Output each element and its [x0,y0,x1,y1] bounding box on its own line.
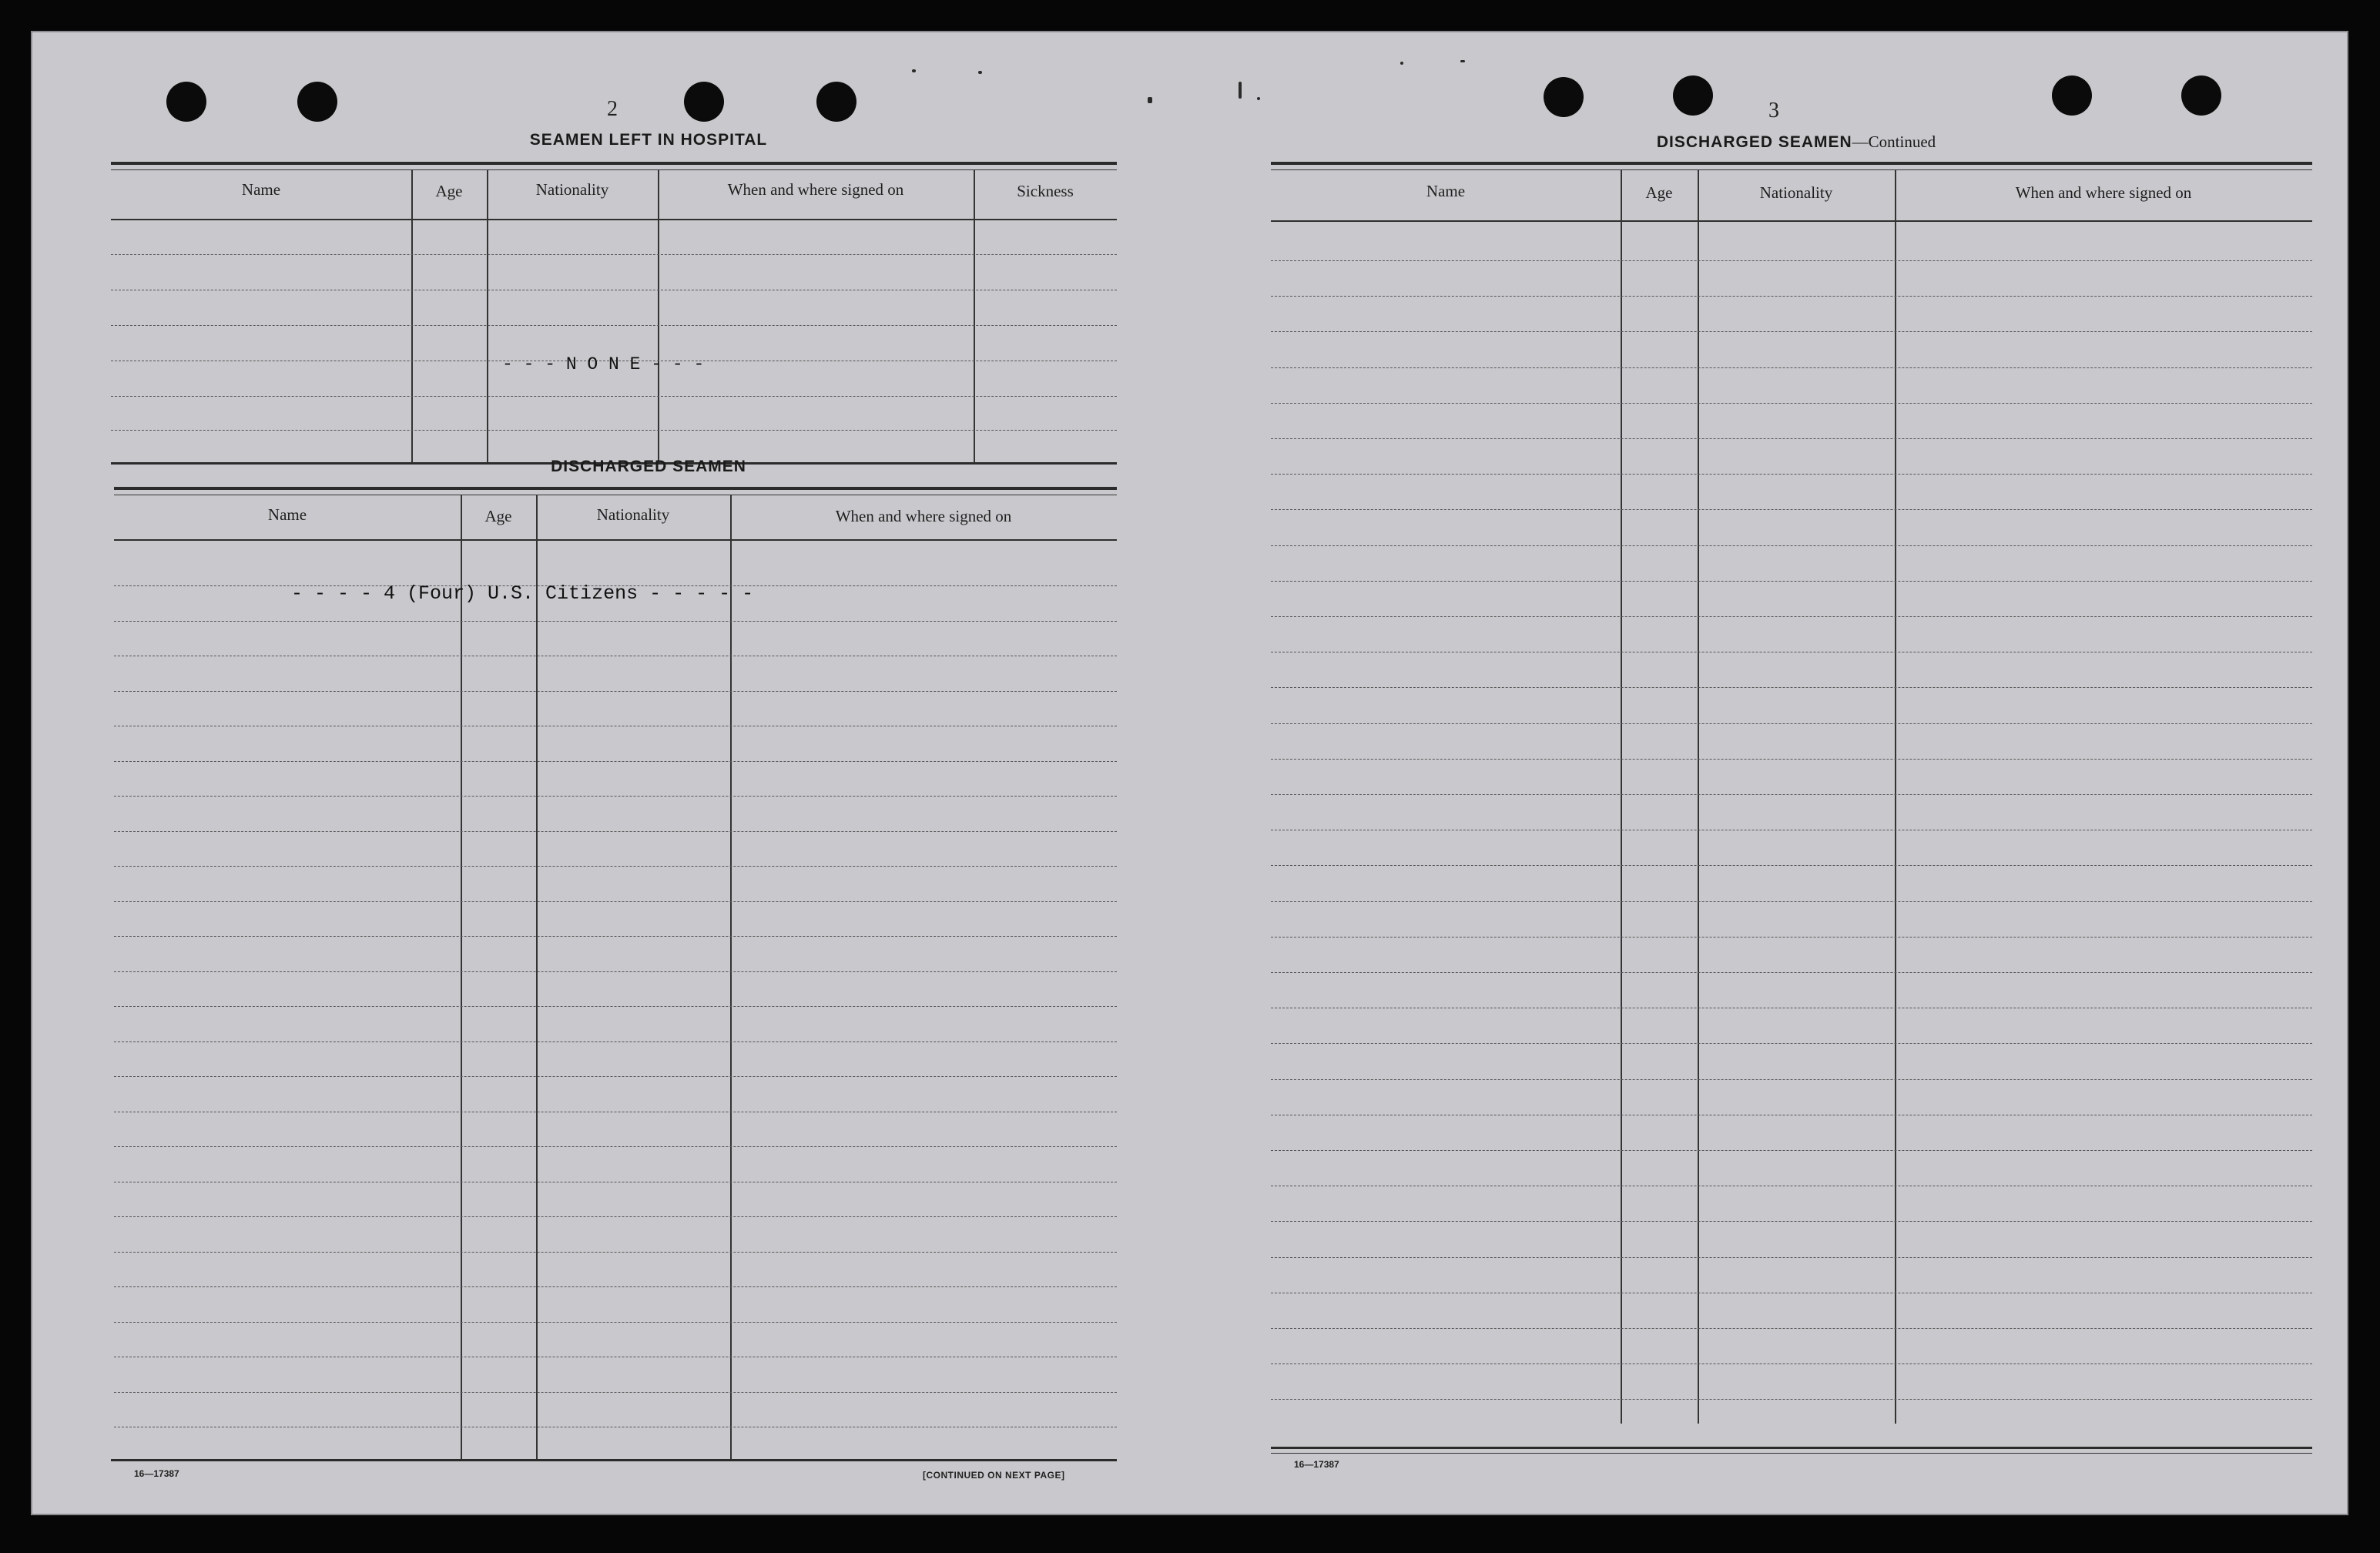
ink-speck [978,71,982,74]
ruled-row-line [1271,581,2312,582]
punch-hole [2181,75,2221,116]
ruled-row-line [114,1392,1117,1393]
ruled-row-line [1271,759,2312,760]
form-number-left: 16—17387 [134,1468,179,1479]
ruled-row-line [114,1252,1117,1253]
column-header-nationality: Nationality [535,180,609,199]
ruled-row-line [1271,1257,2312,1258]
title-suffix: —Continued [1852,132,1936,151]
ruled-row-line [114,1146,1117,1147]
ruled-row-line [1271,545,2312,546]
hospital-section-title: SEAMEN LEFT IN HOSPITAL [529,131,768,149]
ruled-row-line [1271,1399,2312,1400]
ruled-row-line [114,1041,1117,1042]
ruled-row-line [114,971,1117,972]
column-header-age: Age [1645,183,1673,202]
ink-speck [1400,62,1403,65]
ruled-row-line [114,1076,1117,1077]
page-bottom-rule [1271,1447,2312,1449]
ruled-row-line [1271,474,2312,475]
ruled-row-line [1271,260,2312,261]
ruled-row-line [114,1286,1117,1287]
ink-speck [1148,97,1152,103]
ruled-row-line [1271,972,2312,973]
ruled-row-line [1271,331,2312,332]
typed-entry-none: - - - N O N E - - - [502,354,705,374]
ruled-row-line [1271,296,2312,297]
ruled-row-line [1271,438,2312,439]
discharged-continued-title [1565,132,2027,152]
ruled-row-line [1271,687,2312,688]
punch-hole [297,82,337,122]
ruled-row-line [114,691,1117,692]
ruled-row-line [114,1216,1117,1217]
column-header-age: Age [484,507,512,525]
hospital-table [111,162,1117,467]
column-header-name: Name [267,505,307,524]
ruled-row-line [114,796,1117,797]
ruled-row-line [114,1006,1117,1007]
column-header-name: Name [1426,182,1466,200]
ruled-row-line [1271,403,2312,404]
ruled-row-line [1271,1328,2312,1329]
discharged-table-left [114,487,1117,1459]
ink-speck [912,69,916,72]
column-header-name: Name [241,180,281,199]
punch-hole [816,82,856,122]
ruled-row-line [1271,1079,2312,1080]
ruled-row-line [114,621,1117,622]
continued-note: [CONTINUED ON NEXT PAGE] [923,1470,1065,1481]
ruled-row-line [114,866,1117,867]
document-sheet [31,31,2348,1515]
ink-speck [1257,97,1260,100]
ink-speck [1460,60,1465,62]
ruled-row-line [114,831,1117,832]
column-header-nationality: Nationality [596,505,670,524]
column-header-age: Age [435,182,463,200]
ruled-row-line [1271,509,2312,510]
title-main: DISCHARGED SEAMEN [1656,133,1852,151]
ruled-row-line [114,936,1117,937]
ruled-row-line [114,761,1117,762]
page-number-left: 2 [607,97,618,121]
ruled-row-line [1271,723,2312,724]
ruled-row-line [1271,1221,2312,1222]
ruled-row-line [114,901,1117,902]
ruled-row-line [1271,1363,2312,1364]
ruled-row-line [1271,794,2312,795]
typed-entry-discharged: - - - - 4 (Four) U.S. Citizens - - - - - [291,582,754,605]
ruled-row-line [114,1322,1117,1323]
ink-speck [1239,82,1242,99]
column-header-sickness: Sickness [1017,182,1074,200]
punch-hole [684,82,724,122]
ruled-row-line [1271,865,2312,866]
ruled-row-line [1271,1043,2312,1044]
column-header-when-where: When and where signed on [835,507,1012,525]
ruled-row-line [1271,937,2312,938]
ruled-row-line [1271,901,2312,902]
ruled-row-line [1271,616,2312,617]
discharged-section-title: DISCHARGED SEAMEN [551,458,746,475]
page-number-right: 3 [1768,99,1779,122]
punch-hole [2052,75,2092,116]
column-header-nationality: Nationality [1759,183,1833,202]
form-number-right: 16—17387 [1294,1459,1339,1470]
ruled-row-line [1271,367,2312,368]
column-header-when-where: When and where signed on [727,180,904,199]
page-bottom-rule-thin [1271,1453,2312,1454]
discharged-table-right [1271,162,2312,1447]
page-bottom-rule [111,1459,1117,1461]
punch-hole [1544,77,1584,117]
column-header-when-where: When and where signed on [2015,183,2192,202]
punch-hole [166,82,206,122]
punch-hole [1673,75,1713,116]
ruled-row-line [1271,1150,2312,1151]
